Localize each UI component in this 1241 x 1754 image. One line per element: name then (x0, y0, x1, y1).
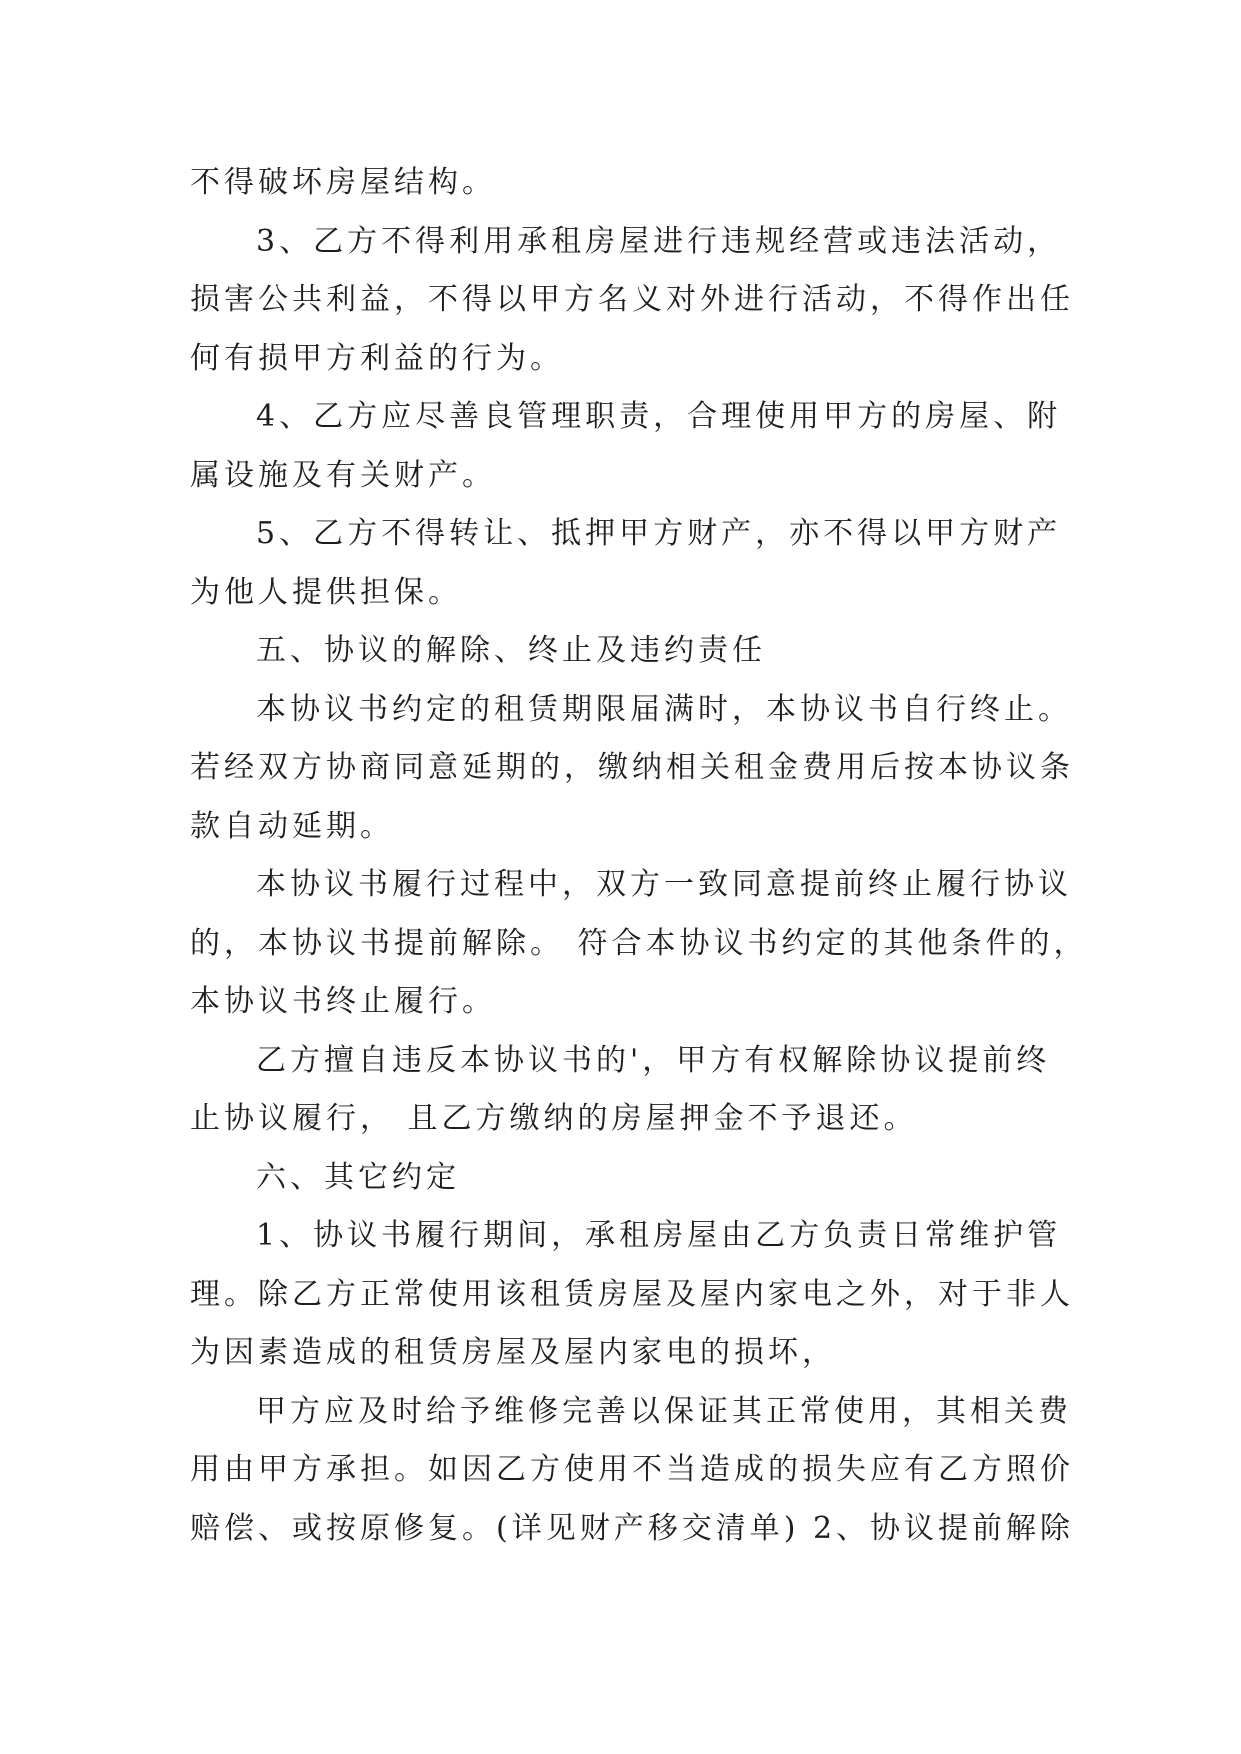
text-line: 1、协议书履行期间，承租房屋由乙方负责日常维护管 (256, 1218, 1062, 1253)
text-line: 5、乙方不得转让、抵押甲方财产，亦不得以甲方财产 (256, 516, 1062, 551)
text-line: 止协议履行， 且乙方缴纳的房屋押金不予退还。 (190, 1101, 918, 1136)
text-line: 的，本协议书提前解除。 符合本协议书约定的其他条件的， (190, 925, 1088, 961)
document-body (190, 154, 1110, 1558)
text-line: 属设施及有关财产。 (190, 457, 496, 493)
text-line: 理。除乙方正常使用该租赁房屋及屋内家电之外，对于非人 (190, 1276, 1074, 1312)
text-line: 何有损甲方利益的行为。 (190, 340, 564, 376)
text-line: 赔偿、或按原修复。(详见财产移交清单) 2、协议提前解除 (190, 1510, 1075, 1546)
text-line: 本协议书约定的租赁期限届满时，本协议书自行终止。 (256, 691, 1072, 727)
text-line: 为他人提供担保。 (190, 574, 462, 610)
text-line: 4、乙方应尽善良管理职责，合理使用甲方的房屋、附 (256, 399, 1062, 434)
text-line: 乙方擅自违反本协议书的'，甲方有权解除协议提前终 (256, 1042, 1051, 1078)
text-line: 款自动延期。 (190, 808, 394, 844)
text-line: 五、协议的解除、终止及违约责任 (256, 633, 766, 668)
text-line: 甲方应及时给予维修完善以保证其正常使用，其相关费 (256, 1393, 1072, 1429)
text-line: 3、乙方不得利用承租房屋进行违规经营或违法活动， (256, 223, 1062, 259)
text-line: 损害公共利益，不得以甲方名义对外进行活动，不得作出任 (190, 282, 1074, 317)
text-line: 为因素造成的租赁房屋及屋内家电的损坏， (190, 1335, 836, 1370)
text-line: 用由甲方承担。如因乙方使用不当造成的损失应有乙方照价 (190, 1452, 1074, 1487)
text-line: 本协议书终止履行。 (190, 984, 496, 1019)
text-line: 本协议书履行过程中，双方一致同意提前终止履行协议 (256, 867, 1072, 902)
text-line: 六、其它约定 (256, 1159, 460, 1195)
text-line: 不得破坏房屋结构。 (190, 165, 496, 200)
text-line: 若经双方协商同意延期的，缴纳相关租金费用后按本协议条 (190, 750, 1074, 785)
